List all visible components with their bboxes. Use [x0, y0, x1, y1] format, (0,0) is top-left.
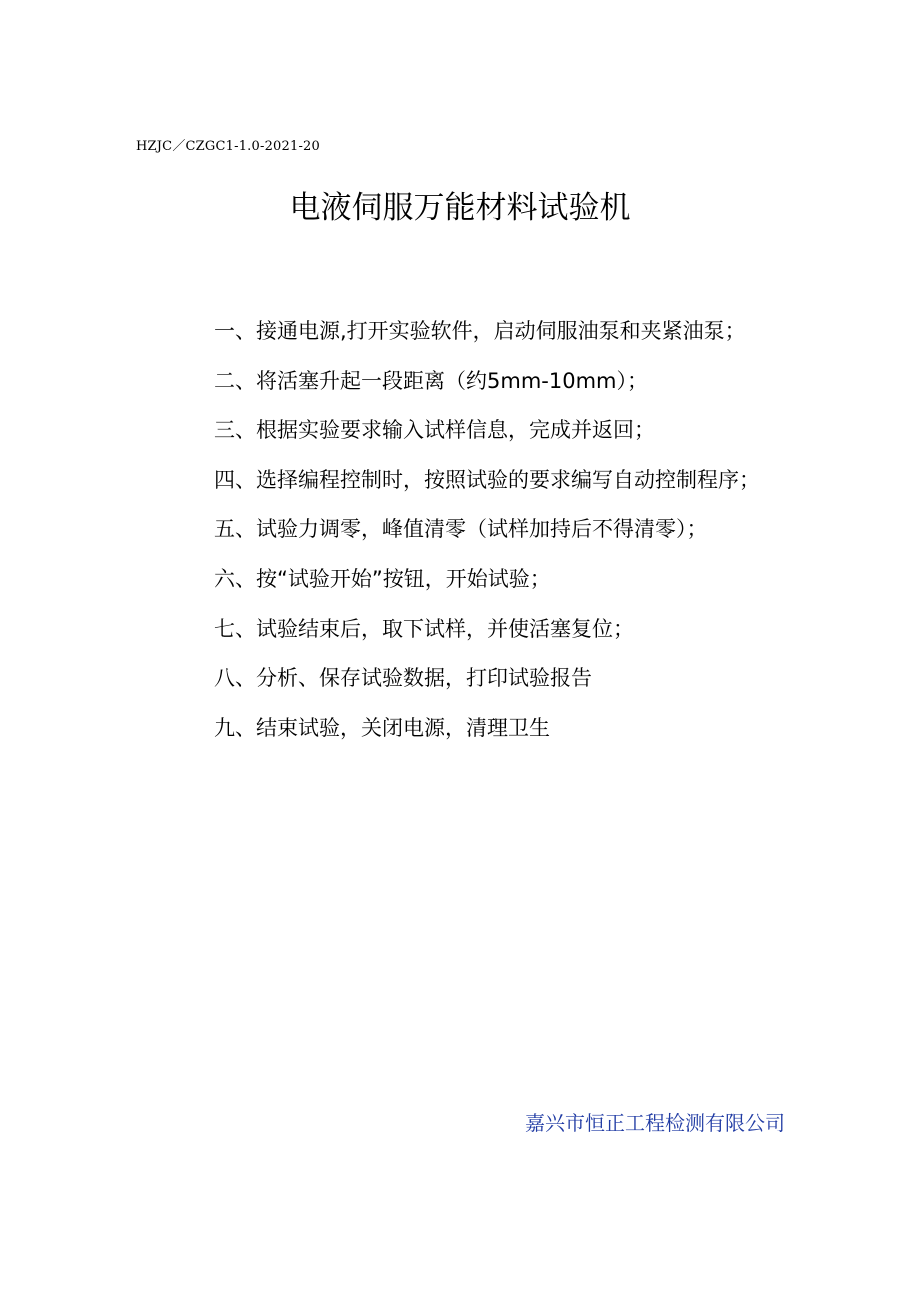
- company-name: 嘉兴市恒正工程检测有限公司: [525, 1111, 785, 1135]
- step-6: 六、按“试验开始”按钮，开始试验；: [214, 566, 551, 591]
- step-8: 八、分析、保存试验数据，打印试验报告: [214, 666, 592, 691]
- step-9: 九、结束试验，关闭电源，清理卫生: [214, 715, 550, 740]
- document-title: 电液伺服万能材料试验机: [289, 190, 631, 226]
- step-5: 五、试验力调零，峰值清零（试样加持后不得清零）；: [214, 517, 708, 542]
- procedure-steps: [214, 316, 760, 762]
- step-2: 二、将活塞升起一段距离（约5mm-10mm）；: [214, 368, 648, 393]
- step-4: 四、选择编程控制时，按照试验的要求编写自动控制程序；: [214, 467, 760, 492]
- step-7: 七、试验结束后，取下试样，并使活塞复位；: [214, 616, 634, 641]
- document-code: HZJC／CZGC1-1.0-2021-20: [136, 139, 320, 154]
- step-3: 三、根据实验要求输入试样信息，完成并返回；: [214, 418, 655, 443]
- step-1: 一、接通电源,打开实验软件，启动伺服油泵和夹紧油泵；: [214, 319, 746, 343]
